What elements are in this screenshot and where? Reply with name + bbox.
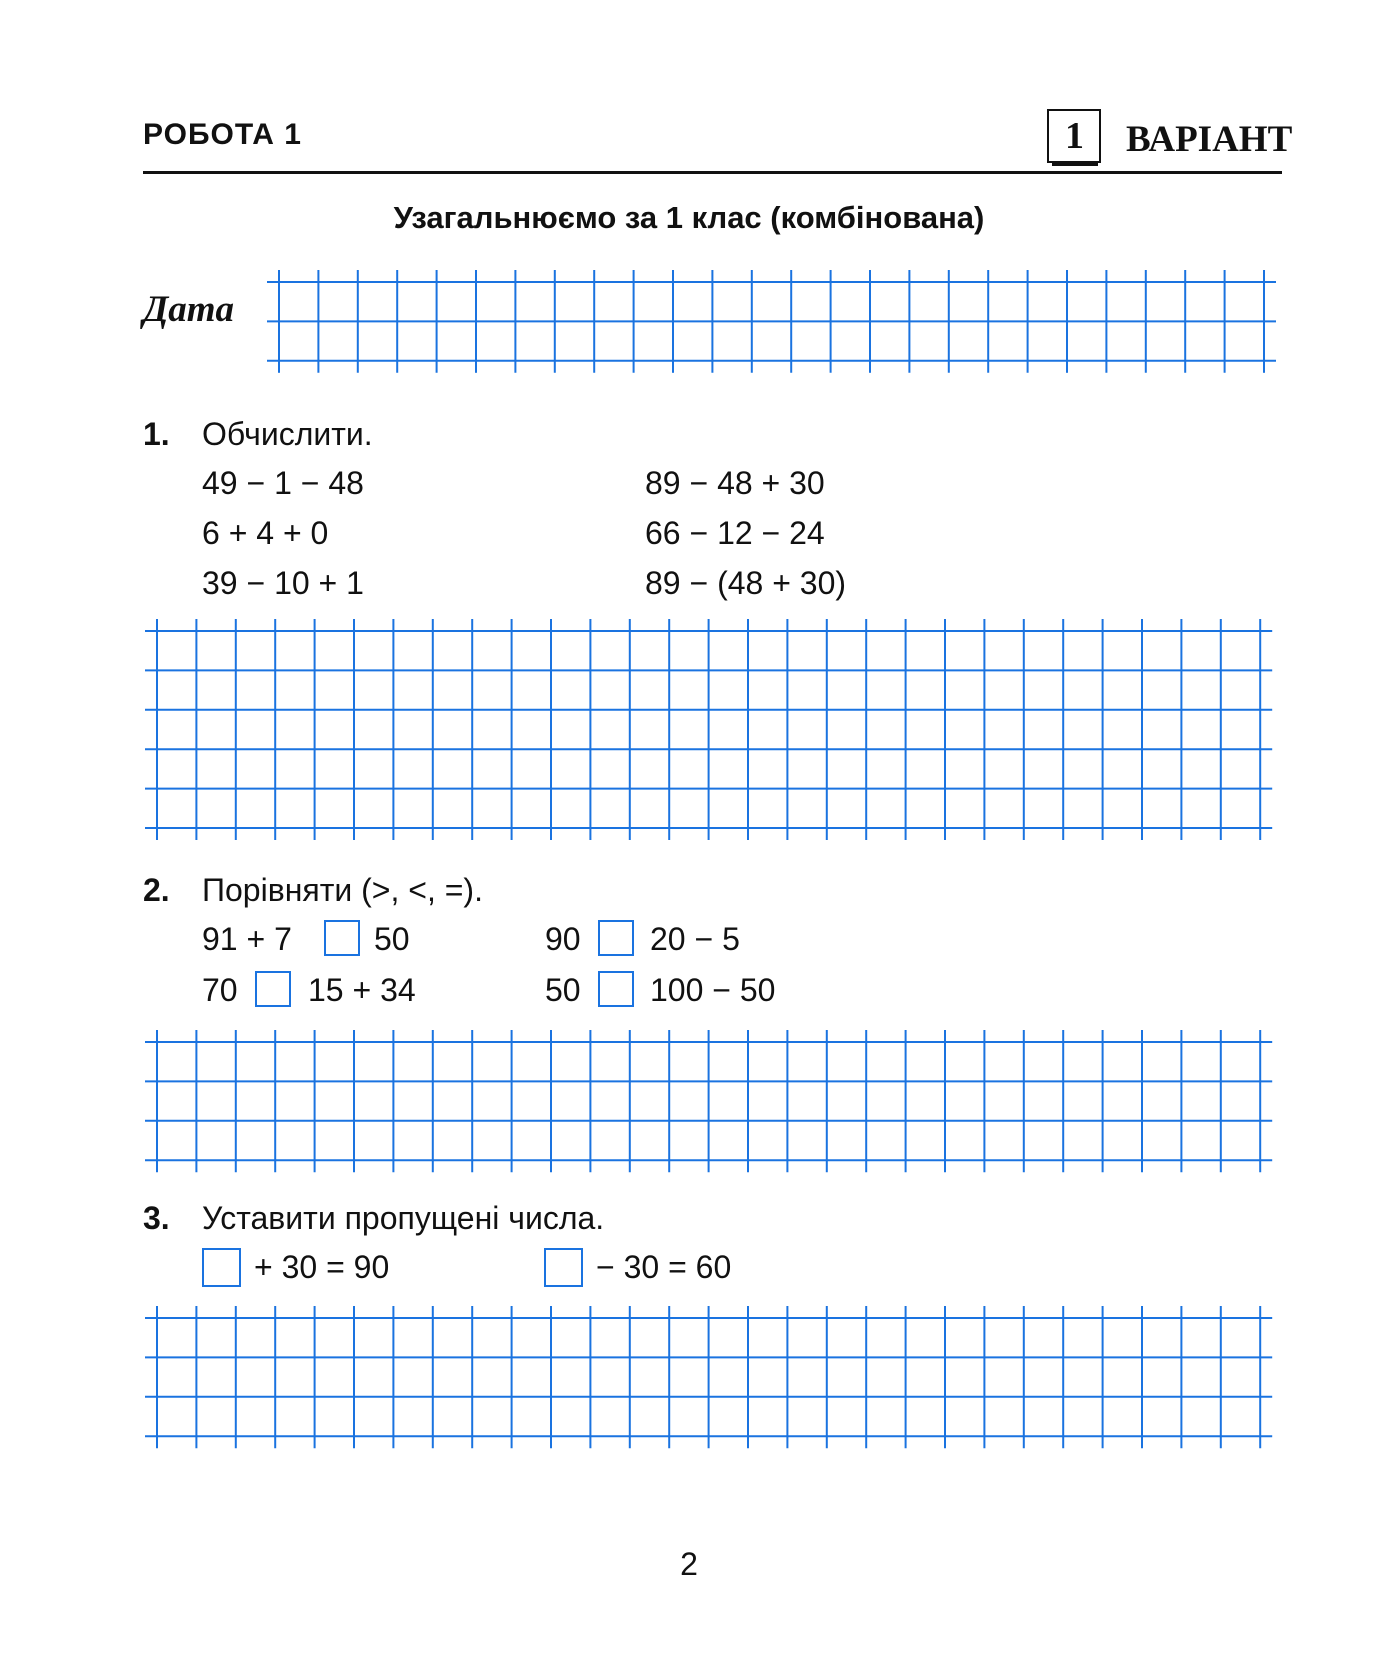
answer-box[interactable] xyxy=(324,920,360,956)
task1-expr: 39 − 10 + 1 xyxy=(202,565,364,601)
task2-number: 2. xyxy=(143,872,170,908)
compare-right: 15 + 34 xyxy=(308,972,416,1008)
answer-box[interactable] xyxy=(544,1248,583,1287)
task1-number: 1. xyxy=(143,416,170,452)
compare-left: 50 xyxy=(545,972,581,1008)
compare-left: 91 + 7 xyxy=(202,921,292,957)
task2-title: Порівняти (>, <, =). xyxy=(202,872,483,908)
task1-expr: 89 − 48 + 30 xyxy=(645,465,825,501)
answer-box[interactable] xyxy=(255,971,291,1007)
date-label: Дата xyxy=(143,289,235,330)
task1-expr: 6 + 4 + 0 xyxy=(202,515,329,551)
compare-right: 50 xyxy=(374,921,410,957)
task1-expr: 66 − 12 − 24 xyxy=(645,515,825,551)
task2-work-grid xyxy=(145,1030,1272,1172)
variant-number: 1 xyxy=(1065,115,1084,157)
answer-box[interactable] xyxy=(598,971,634,1007)
task1-expr: 49 − 1 − 48 xyxy=(202,465,364,501)
compare-right: 100 − 50 xyxy=(650,972,776,1008)
task3-number: 3. xyxy=(143,1200,170,1236)
variant-label: ВАРІАНТ xyxy=(1126,119,1293,160)
task1-expr: 89 − (48 + 30) xyxy=(645,565,847,601)
page-number: 2 xyxy=(680,1546,698,1582)
compare-right: 20 − 5 xyxy=(650,921,740,957)
task1-work-grid xyxy=(145,619,1272,840)
compare-left: 70 xyxy=(202,972,238,1008)
answer-box[interactable] xyxy=(598,920,634,956)
page-subtitle: Узагальнюємо за 1 клас (комбінована) xyxy=(393,200,985,235)
equation: − 30 = 60 xyxy=(596,1249,732,1285)
task3-title: Уставити пропущені числа. xyxy=(202,1200,605,1236)
equation: + 30 = 90 xyxy=(254,1249,390,1285)
date-grid xyxy=(267,270,1276,373)
work-title: РОБОТА 1 xyxy=(143,118,302,151)
task1-title: Обчислити. xyxy=(202,416,373,452)
task3-work-grid xyxy=(145,1306,1272,1448)
answer-box[interactable] xyxy=(202,1248,241,1287)
compare-left: 90 xyxy=(545,921,581,957)
